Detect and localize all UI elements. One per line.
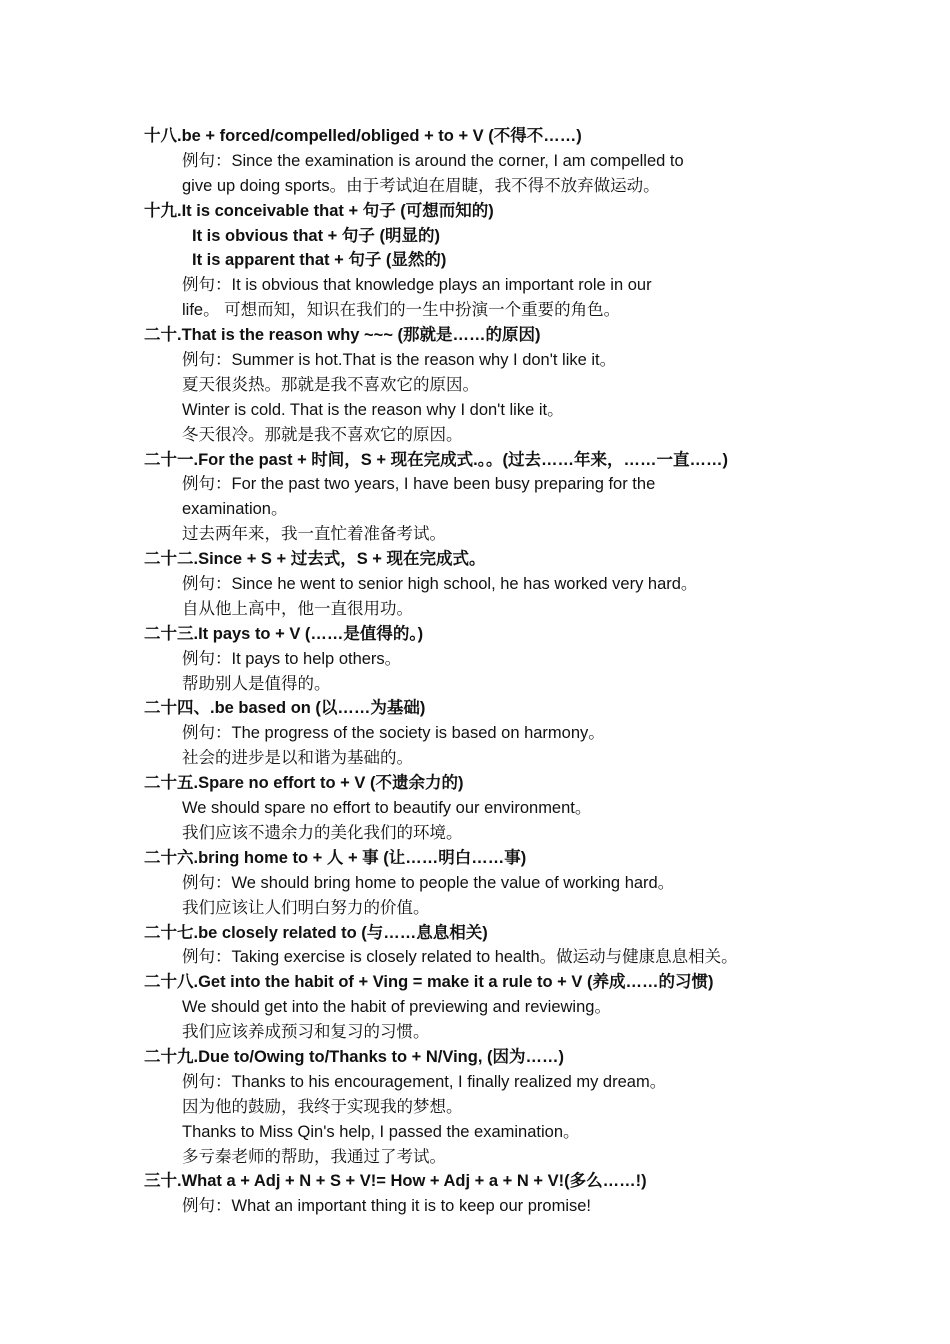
section-heading: 二十二.Since + S + 过去式，S + 现在完成式。	[144, 550, 486, 569]
example-line: 例句：Since the examination is around the corner, I am compelled to	[182, 151, 684, 170]
example-line: 例句：The progress of the society is based on harmony。	[182, 724, 605, 743]
example-line: 例句：It pays to help others。	[182, 649, 402, 668]
example-line: life。 可想而知，知识在我们的一生中扮演一个重要的角色。	[182, 301, 621, 320]
example-line: 我们应该养成预习和复习的习惯。	[182, 1023, 430, 1042]
section-heading: 二十.That is the reason why ~~~ (那就是……的原因)	[144, 326, 541, 345]
example-line: 例句：What an important thing it is to keep our promise!	[182, 1197, 592, 1216]
section-heading: 二十四、.be based on (以……为基础)	[144, 699, 426, 718]
example-line: 自从他上高中，他一直很用功。	[182, 599, 413, 618]
example-line: 社会的进步是以和谐为基础的。	[182, 749, 413, 768]
example-line: Thanks to Miss Qin's help, I passed the examination。	[182, 1122, 580, 1141]
document-body	[144, 124, 864, 1219]
section-heading: 三十.What a + Adj + N + S + V!= How + Adj + a + N + V!(多么……!)	[144, 1172, 647, 1191]
example-line: We should spare no effort to beautify our environment。	[182, 799, 592, 818]
example-line: 例句：Taking exercise is closely related to health。做运动与健康息息相关。	[182, 948, 738, 967]
example-line: 例句：Summer is hot.That is the reason why I don't like it。	[182, 351, 617, 370]
example-line: 我们应该不遗余力的美化我们的环境。	[182, 823, 463, 842]
section-heading: 十九.It is conceivable that + 句子 (可想而知的)	[144, 201, 494, 220]
section-heading: 二十五.Spare no effort to + V (不遗余力的)	[144, 774, 464, 793]
section-heading: 二十九.Due to/Owing to/Thanks to + N/Ving, (因为……)	[144, 1047, 564, 1066]
example-line: 过去两年来，我一直忙着准备考试。	[182, 525, 446, 544]
example-line: 例句：Thanks to his encouragement, I finally realized my dream。	[182, 1072, 667, 1091]
example-line: examination。	[182, 500, 288, 519]
example-line: Winter is cold. That is the reason why I don't like it。	[182, 400, 564, 419]
example-line: 冬天很冷。那就是我不喜欢它的原因。	[182, 425, 463, 444]
section-heading: It is obvious that + 句子 (明显的)	[192, 226, 440, 245]
example-line: give up doing sports。由于考试迫在眉睫，我不得不放弃做运动。	[182, 176, 660, 195]
section-heading: 二十一.For the past + 时间，S + 现在完成式.。。(过去……年来，……一直……)	[144, 450, 728, 469]
example-line: 例句：We should bring home to people the value of working hard。	[182, 873, 675, 892]
example-line: 例句：Since he went to senior high school, he has worked very hard。	[182, 575, 698, 594]
section-heading: 十八.be + forced/compelled/obliged + to + V (不得不……)	[144, 127, 582, 145]
example-line: 多亏秦老师的帮助，我通过了考试。	[182, 1147, 446, 1166]
section-heading: 二十三.It pays to + V (……是值得的。)	[144, 624, 424, 643]
example-line: 例句：It is obvious that knowledge plays an important role in our	[182, 276, 652, 295]
example-line: 帮助别人是值得的。	[182, 674, 331, 693]
section-heading: 二十六.bring home to + 人 + 事 (让……明白……事)	[144, 848, 527, 867]
example-line: 我们应该让人们明白努力的价值。	[182, 898, 430, 917]
example-line: 例句：For the past two years, I have been busy preparing for the	[182, 475, 656, 494]
section-heading: It is apparent that + 句子 (显然的)	[192, 251, 447, 270]
section-heading: 二十七.be closely related to (与……息息相关)	[144, 923, 488, 942]
example-line: We should get into the habit of previewing and reviewing。	[182, 998, 611, 1017]
section-heading: 二十八.Get into the habit of + Ving = make it a rule to + V (养成……的习惯)	[144, 973, 714, 992]
example-line: 因为他的鼓励，我终于实现我的梦想。	[182, 1097, 463, 1116]
example-line: 夏天很炎热。那就是我不喜欢它的原因。	[182, 375, 479, 394]
